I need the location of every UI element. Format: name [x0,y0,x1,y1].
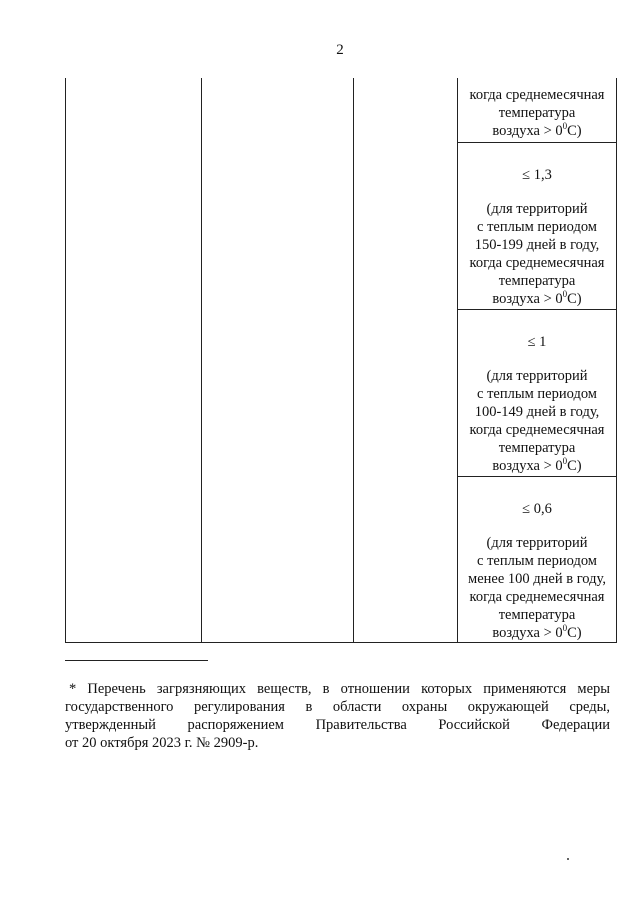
limit-value: ≤ 0,6 [522,501,552,517]
limit-value: ≤ 1 [527,334,547,350]
footnote-line: утвержденный распоряжением Правительства Российской Федерации [65,717,610,733]
cell-line: когда среднемесячная [469,87,605,103]
scan-speck [567,858,569,860]
cell-line: воздуха > $0^0С$) [492,121,582,139]
footnote [65,680,610,752]
cell-line: 100-149 дней в году, [474,404,600,420]
cell-line: когда среднемесячная [469,255,605,271]
cell-line: воздуха > $0^0С$) [492,456,582,474]
footnote-separator [65,660,208,661]
column-divider [201,78,202,642]
cell-line: воздуха > $0^0С$) [492,623,582,641]
footnote-line: государственного регулирования в области охраны окружающей среды, [65,699,610,715]
cell-line: температура [498,607,576,623]
table-cell-limit-1 [458,309,616,476]
cell-line: температура [498,273,576,289]
cell-line: когда среднемесячная [469,589,605,605]
cell-line: с теплым периодом [477,386,597,402]
cell-line: с теплым периодом [477,553,597,569]
cell-line: температура [498,440,576,456]
page-number: 2 [336,42,344,58]
cell-line: температура [498,105,576,121]
cell-line: (для территорий [486,535,588,551]
cell-line: (для территорий [486,368,588,384]
table-cell-continued [458,86,616,142]
limits-table [65,78,617,643]
footnote-line: * Перечень загрязняющих веществ, в отношении которых применяются меры [69,681,610,697]
table-cell-limit-0-6 [458,476,616,643]
limit-value: ≤ 1,3 [522,167,552,183]
table-cell-limit-1-3 [458,142,616,309]
cell-line: 150-199 дней в году, [474,237,600,253]
column-divider [353,78,354,642]
cell-line: когда среднемесячная [469,422,605,438]
cell-line: воздуха > $0^0С$) [492,289,582,307]
cell-line: с теплым периодом [477,219,597,235]
footnote-line: от 20 октября 2023 г. № 2909-р. [65,735,259,751]
cell-line: менее 100 дней в году, [468,571,606,587]
cell-line: (для территорий [486,201,588,217]
